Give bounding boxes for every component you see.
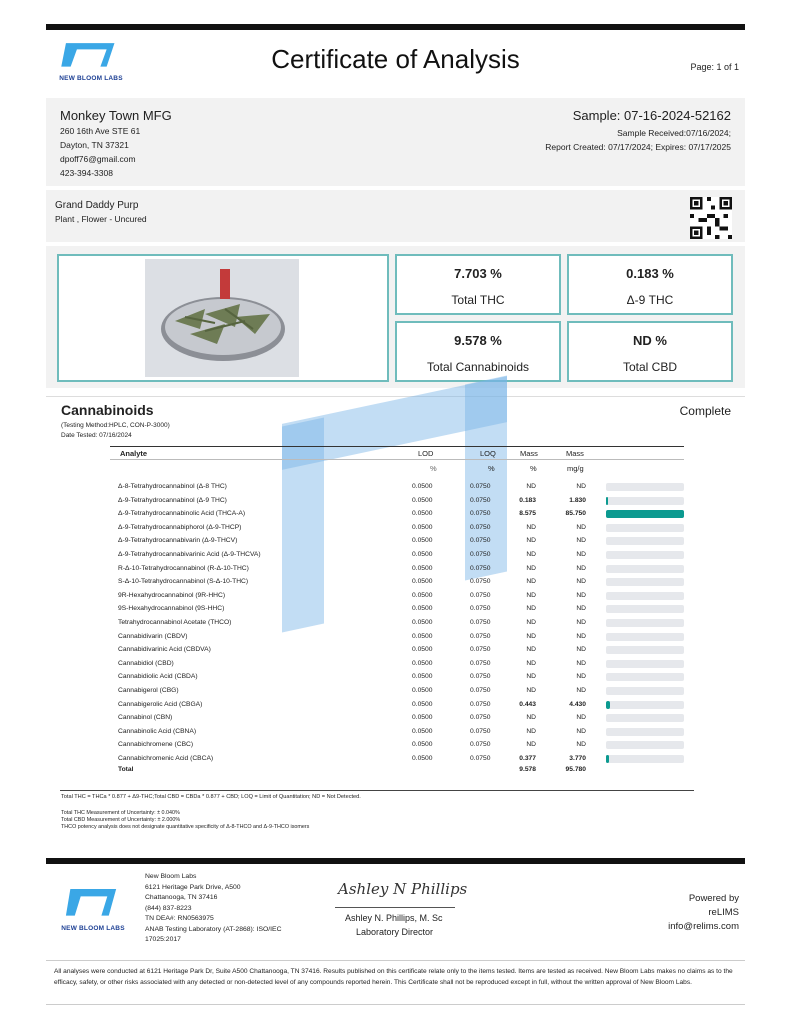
unit-mass-pct: % [530, 464, 537, 473]
mass-mg-value: ND [576, 578, 586, 586]
footer-line: ANAB Testing Laboratory (AT-2868): ISO/IEC [145, 925, 282, 933]
lod-value: 0.0500 [412, 741, 433, 749]
table-row [118, 658, 688, 671]
mass-pct-value: ND [526, 619, 536, 626]
unit-mass-mg: mg/g [567, 464, 584, 473]
mass-pct-value: 0.183 [519, 496, 536, 504]
cbd-uncertainty-note: Total CBD Measurement of Uncertainty: ± 2.000% [61, 817, 181, 823]
powered-by-label: Powered by [688, 893, 739, 904]
footer-line: 6121 Heritage Park Drive, A500 [145, 883, 241, 891]
header-logo-text: NEW BLOOM LABS [59, 75, 123, 82]
loq-value: 0.0750 [470, 741, 491, 749]
footer-line: (844) 837-8223 [145, 904, 192, 912]
concentration-bar-track [606, 714, 684, 722]
total-mg: 95.780 [565, 765, 586, 773]
loq-value: 0.0750 [470, 714, 491, 722]
signature: Ashley N Phillips [338, 880, 468, 898]
concentration-bar-track [606, 592, 684, 600]
total-pct: 9.578 [519, 765, 536, 773]
analyte-name: Tetrahydrocannabinol Acetate (THCO) [118, 619, 232, 626]
top-rule [46, 24, 745, 30]
analyte-name: Δ-9-Tetrahydrocannabivarin (Δ-9-THCV) [118, 537, 238, 545]
concentration-bar-track [606, 537, 684, 545]
client-address-line1: 260 16th Ave STE 61 [60, 126, 141, 136]
lod-value: 0.0500 [412, 687, 433, 694]
disclaimer: All analyses were conducted at 6121 Heritage Park Dr, Suite A500 Chattanooga, TN 37416. Results published on this certificate relate only to the items tested. Items are tested as received. New Bloom Labs makes no claims as to the efficacy, safety, or other risks associated with any detected or non-detected level of any compounds reported herein. This Certificate shall not be reproduced except in full, without the written approval of New Bloom Labs. [54, 968, 733, 986]
total-thc-value: 7.703 % [454, 266, 502, 281]
concentration-bar-track [606, 701, 684, 709]
unit-loq: % [488, 464, 495, 473]
table-row [118, 739, 688, 752]
product-panel [46, 190, 745, 242]
concentration-bar [606, 497, 608, 505]
loq-value: 0.0750 [470, 523, 491, 531]
concentration-bar [606, 755, 609, 763]
table-row [118, 685, 688, 698]
mass-pct-value: ND [526, 591, 536, 599]
analyte-name: Cannabidivarin (CBDV) [118, 632, 188, 640]
analyte-name: Cannabidivarinic Acid (CBDVA) [118, 646, 211, 654]
loq-value: 0.0750 [470, 483, 491, 490]
formula-note: Total THC = THCa * 0.877 + Δ9-THC;Total CBD = CBDa * 0.877 + CBD; LOQ = Limit of Quantitation; ND = Not Detected. [61, 794, 361, 800]
table-row [118, 617, 688, 630]
table-bottom-rule [60, 790, 694, 791]
mass-mg-value: ND [576, 537, 586, 545]
concentration-bar-track [606, 687, 684, 695]
d9-thc-box [567, 254, 733, 315]
loq-value: 0.0750 [470, 646, 491, 654]
lod-value: 0.0500 [412, 700, 433, 708]
analyte-name: S-Δ-10-Tetrahydrocannabinol (S-Δ-10-THC) [118, 578, 249, 586]
lod-value: 0.0500 [412, 673, 433, 681]
mass-mg-value: ND [576, 523, 586, 531]
mass-mg-value: 1.830 [569, 496, 586, 504]
analyte-name: 9S-Hexahydrocannabinol (9S-HHC) [118, 605, 225, 613]
mass-mg-value: ND [576, 659, 586, 667]
d9-thc-label: Δ-9 THC [626, 293, 674, 307]
mass-mg-value: ND [576, 551, 586, 558]
concentration-bar-track [606, 633, 684, 641]
concentration-bar-track [606, 497, 684, 505]
product-type: Plant , Flower - Uncured [55, 214, 147, 224]
mass-mg-value: ND [576, 741, 586, 749]
analyte-name: Cannabidiolic Acid (CBDA) [118, 673, 198, 681]
mass-pct-value: ND [526, 741, 536, 749]
mass-pct-value: ND [526, 659, 536, 667]
mass-pct-value: ND [526, 537, 536, 545]
footer-rule [46, 858, 745, 864]
header-mass-mg: Mass [566, 449, 584, 458]
total-cannabinoids-value: 9.578 % [454, 333, 502, 348]
lod-value: 0.0500 [412, 510, 433, 518]
concentration-bar [606, 510, 684, 518]
concentration-bar-track [606, 578, 684, 586]
concentration-bar-track [606, 660, 684, 668]
loq-value: 0.0750 [470, 673, 491, 681]
concentration-bar-track [606, 755, 684, 763]
table-row [118, 671, 688, 684]
client-phone: 423-394-3308 [60, 168, 113, 178]
total-cbd-label: Total CBD [622, 360, 678, 374]
product-name: Grand Daddy Purp [55, 200, 139, 211]
loq-value: 0.0750 [470, 537, 491, 545]
concentration-bar-track [606, 728, 684, 736]
signer-title: Laboratory Director [356, 927, 434, 937]
table-header-rule-mid [110, 459, 684, 460]
mass-mg-value: ND [576, 727, 586, 735]
header-analyte: Analyte [120, 449, 148, 458]
unit-lod: % [430, 464, 437, 473]
mass-pct-value: ND [526, 646, 536, 654]
header-loq: LOQ [480, 449, 496, 458]
loq-value: 0.0750 [470, 687, 491, 694]
concentration-bar-track [606, 619, 684, 627]
lod-value: 0.0500 [412, 659, 433, 667]
loq-value: 0.0750 [470, 578, 491, 586]
table-row [118, 576, 688, 589]
concentration-bar-track [606, 673, 684, 681]
table-total-row [118, 764, 688, 777]
table-row [118, 644, 688, 657]
analyte-name: Δ-9-Tetrahydrocannabivarinic Acid (Δ-9-THCVA) [118, 551, 261, 558]
loq-value: 0.0750 [470, 659, 491, 667]
analyte-name: Cannabichromene (CBC) [118, 741, 194, 749]
footer-line: Chattanooga, TN 37416 [145, 894, 218, 901]
analyte-name: Cannabidiol (CBD) [118, 659, 174, 667]
footer-new-bloom-labs-logo [62, 886, 126, 920]
mass-pct-value: ND [526, 714, 536, 722]
mass-mg-value: 85.750 [565, 510, 586, 518]
concentration-bar-track [606, 741, 684, 749]
lod-value: 0.0500 [412, 755, 433, 762]
footer-lab-address [145, 872, 282, 946]
signature-line [335, 907, 455, 908]
loq-value: 0.0750 [470, 564, 491, 572]
concentration-bar-track [606, 551, 684, 559]
mass-mg-value: ND [576, 646, 586, 654]
mass-mg-value: ND [576, 591, 586, 599]
loq-value: 0.0750 [470, 510, 491, 518]
client-name: Monkey Town MFG [60, 108, 172, 123]
powered-by [668, 892, 739, 934]
lod-value: 0.0500 [412, 591, 433, 599]
total-label: Total [118, 765, 134, 773]
mass-pct-value: ND [526, 578, 536, 586]
mass-pct-value: 0.443 [519, 700, 536, 708]
page-number: Page: 1 of 1 [690, 62, 739, 72]
mass-pct-value: ND [526, 687, 536, 694]
concentration-bar-track [606, 605, 684, 613]
thco-note: THCO potency analysis does not designate quantitative specificity of Δ-8-THCO and Δ-9-THCO isomers [61, 824, 310, 830]
mass-pct-value: ND [526, 564, 536, 572]
mass-mg-value: ND [576, 564, 586, 572]
loq-value: 0.0750 [470, 755, 491, 762]
table-row [118, 522, 688, 535]
analyte-name: Cannabigerolic Acid (CBGA) [118, 700, 203, 708]
powered-by-product: reLIMS [708, 907, 739, 918]
table-header-rule-top [110, 446, 684, 447]
mass-mg-value: 3.770 [569, 755, 586, 762]
signer-name: Ashley N. Phillips, M. Sc [345, 913, 443, 923]
sample-photo [145, 259, 299, 377]
table-row [118, 603, 688, 616]
analyte-name: Cannabigerol (CBG) [118, 687, 179, 694]
lod-value: 0.0500 [412, 646, 433, 654]
mass-pct-value: ND [526, 551, 536, 558]
footer-line: TN DEA#: RN0563975 [145, 915, 214, 922]
loq-value: 0.0750 [470, 605, 491, 613]
loq-value: 0.0750 [470, 496, 491, 504]
total-cbd-box [567, 321, 733, 382]
header-lod: LOD [418, 449, 434, 458]
total-cbd-value: ND % [633, 333, 667, 348]
thc-uncertainty-note: Total THC Measurement of Uncertainty: ± 0.040% [61, 810, 180, 816]
header-mass-pct: Mass [520, 449, 538, 458]
mass-mg-value: 4.430 [569, 700, 586, 708]
mass-mg-value: ND [576, 605, 586, 613]
mass-mg-value: ND [576, 673, 586, 681]
lod-value: 0.0500 [412, 714, 433, 722]
loq-value: 0.0750 [470, 727, 491, 735]
loq-value: 0.0750 [470, 551, 491, 558]
mass-pct-value: ND [526, 727, 536, 735]
table-row [118, 535, 688, 548]
table-row [118, 631, 688, 644]
sample-id: Sample: 07-16-2024-52162 [572, 108, 731, 123]
mass-mg-value: ND [576, 687, 586, 694]
mass-pct-value: ND [526, 483, 536, 490]
concentration-bar-track [606, 510, 684, 518]
testing-method: (Testing Method:HPLC, CON-P-3000) [61, 422, 170, 429]
analyte-name: 9R-Hexahydrocannabinol (9R-HHC) [118, 591, 226, 599]
mass-mg-value: ND [576, 632, 586, 640]
section-title: Cannabinoids [61, 402, 154, 418]
table-row [118, 508, 688, 521]
section-status: Complete [679, 404, 731, 418]
mass-pct-value: ND [526, 605, 536, 613]
client-email: dpoff76@gmail.com [60, 154, 136, 164]
analyte-name: Δ-9-Tetrahydrocannabinol (Δ-9 THC) [118, 496, 227, 504]
lod-value: 0.0500 [412, 537, 433, 545]
lod-value: 0.0500 [412, 632, 433, 640]
analyte-name: Δ-9-Tetrahydrocannabinolic Acid (THCA-A) [118, 510, 246, 518]
mass-mg-value: ND [576, 483, 586, 490]
analyte-name: Δ-8-Tetrahydrocannabinol (Δ-8 THC) [118, 483, 227, 490]
table-row [118, 712, 688, 725]
total-thc-box [395, 254, 561, 315]
sample-received: Sample Received:07/16/2024; [617, 128, 731, 138]
lod-value: 0.0500 [412, 578, 433, 586]
footer-disclaimer-rule [46, 960, 745, 961]
table-row [118, 495, 688, 508]
date-tested: Date Tested: 07/16/2024 [61, 432, 132, 439]
footer-line: 17025:2017 [145, 936, 181, 943]
analyte-name: Cannabinolic Acid (CBNA) [118, 727, 197, 735]
report-dates: Report Created: 07/17/2024; Expires: 07/17/2025 [545, 142, 731, 152]
concentration-bar [606, 701, 610, 709]
concentration-bar-track [606, 483, 684, 491]
table-row [118, 590, 688, 603]
client-address-line2: Dayton, TN 37321 [60, 140, 129, 150]
lod-value: 0.0500 [412, 564, 433, 572]
lod-value: 0.0500 [412, 551, 433, 558]
lod-value: 0.0500 [412, 496, 433, 504]
mass-pct-value: 0.377 [519, 755, 536, 762]
concentration-bar-track [606, 646, 684, 654]
lod-value: 0.0500 [412, 727, 433, 735]
d9-thc-value: 0.183 % [626, 266, 674, 281]
page-title: Certificate of Analysis [271, 44, 520, 74]
lod-value: 0.0500 [412, 619, 433, 626]
analyte-name: Cannabinol (CBN) [118, 714, 173, 722]
footer-logo-text: NEW BLOOM LABS [61, 925, 125, 932]
loq-value: 0.0750 [470, 591, 491, 599]
mass-pct-value: ND [526, 632, 536, 640]
total-thc-label: Total THC [451, 293, 505, 307]
loq-value: 0.0750 [470, 700, 491, 708]
qr-code-icon [690, 197, 732, 239]
lod-value: 0.0500 [412, 523, 433, 531]
table-row [118, 699, 688, 712]
total-cannabinoids-label: Total Cannabinoids [426, 360, 530, 374]
loq-value: 0.0750 [470, 632, 491, 640]
mass-pct-value: 8.575 [519, 510, 536, 518]
table-row [118, 726, 688, 739]
mass-mg-value: ND [576, 619, 586, 626]
analyte-name: R-Δ-10-Tetrahydrocannabinol (R-Δ-10-THC) [118, 564, 249, 572]
footer-bottom-rule [46, 1004, 745, 1005]
mass-mg-value: ND [576, 714, 586, 722]
analyte-name: Cannabichromenic Acid (CBCA) [118, 755, 214, 762]
footer-line: New Bloom Labs [145, 873, 197, 880]
table-row [118, 549, 688, 562]
section-divider [46, 396, 745, 397]
lod-value: 0.0500 [412, 483, 433, 490]
table-row [118, 481, 688, 494]
loq-value: 0.0750 [470, 619, 491, 626]
total-cannabinoids-box [395, 321, 561, 382]
concentration-bar-track [606, 565, 684, 573]
mass-pct-value: ND [526, 673, 536, 681]
mass-pct-value: ND [526, 523, 536, 531]
analyte-name: Δ-9-Tetrahydrocannabiphorol (Δ-9-THCP) [118, 523, 242, 531]
concentration-bar-track [606, 524, 684, 532]
powered-by-email: info@relims.com [668, 921, 739, 932]
client-address [60, 124, 140, 180]
table-row [118, 563, 688, 576]
lod-value: 0.0500 [412, 605, 433, 613]
